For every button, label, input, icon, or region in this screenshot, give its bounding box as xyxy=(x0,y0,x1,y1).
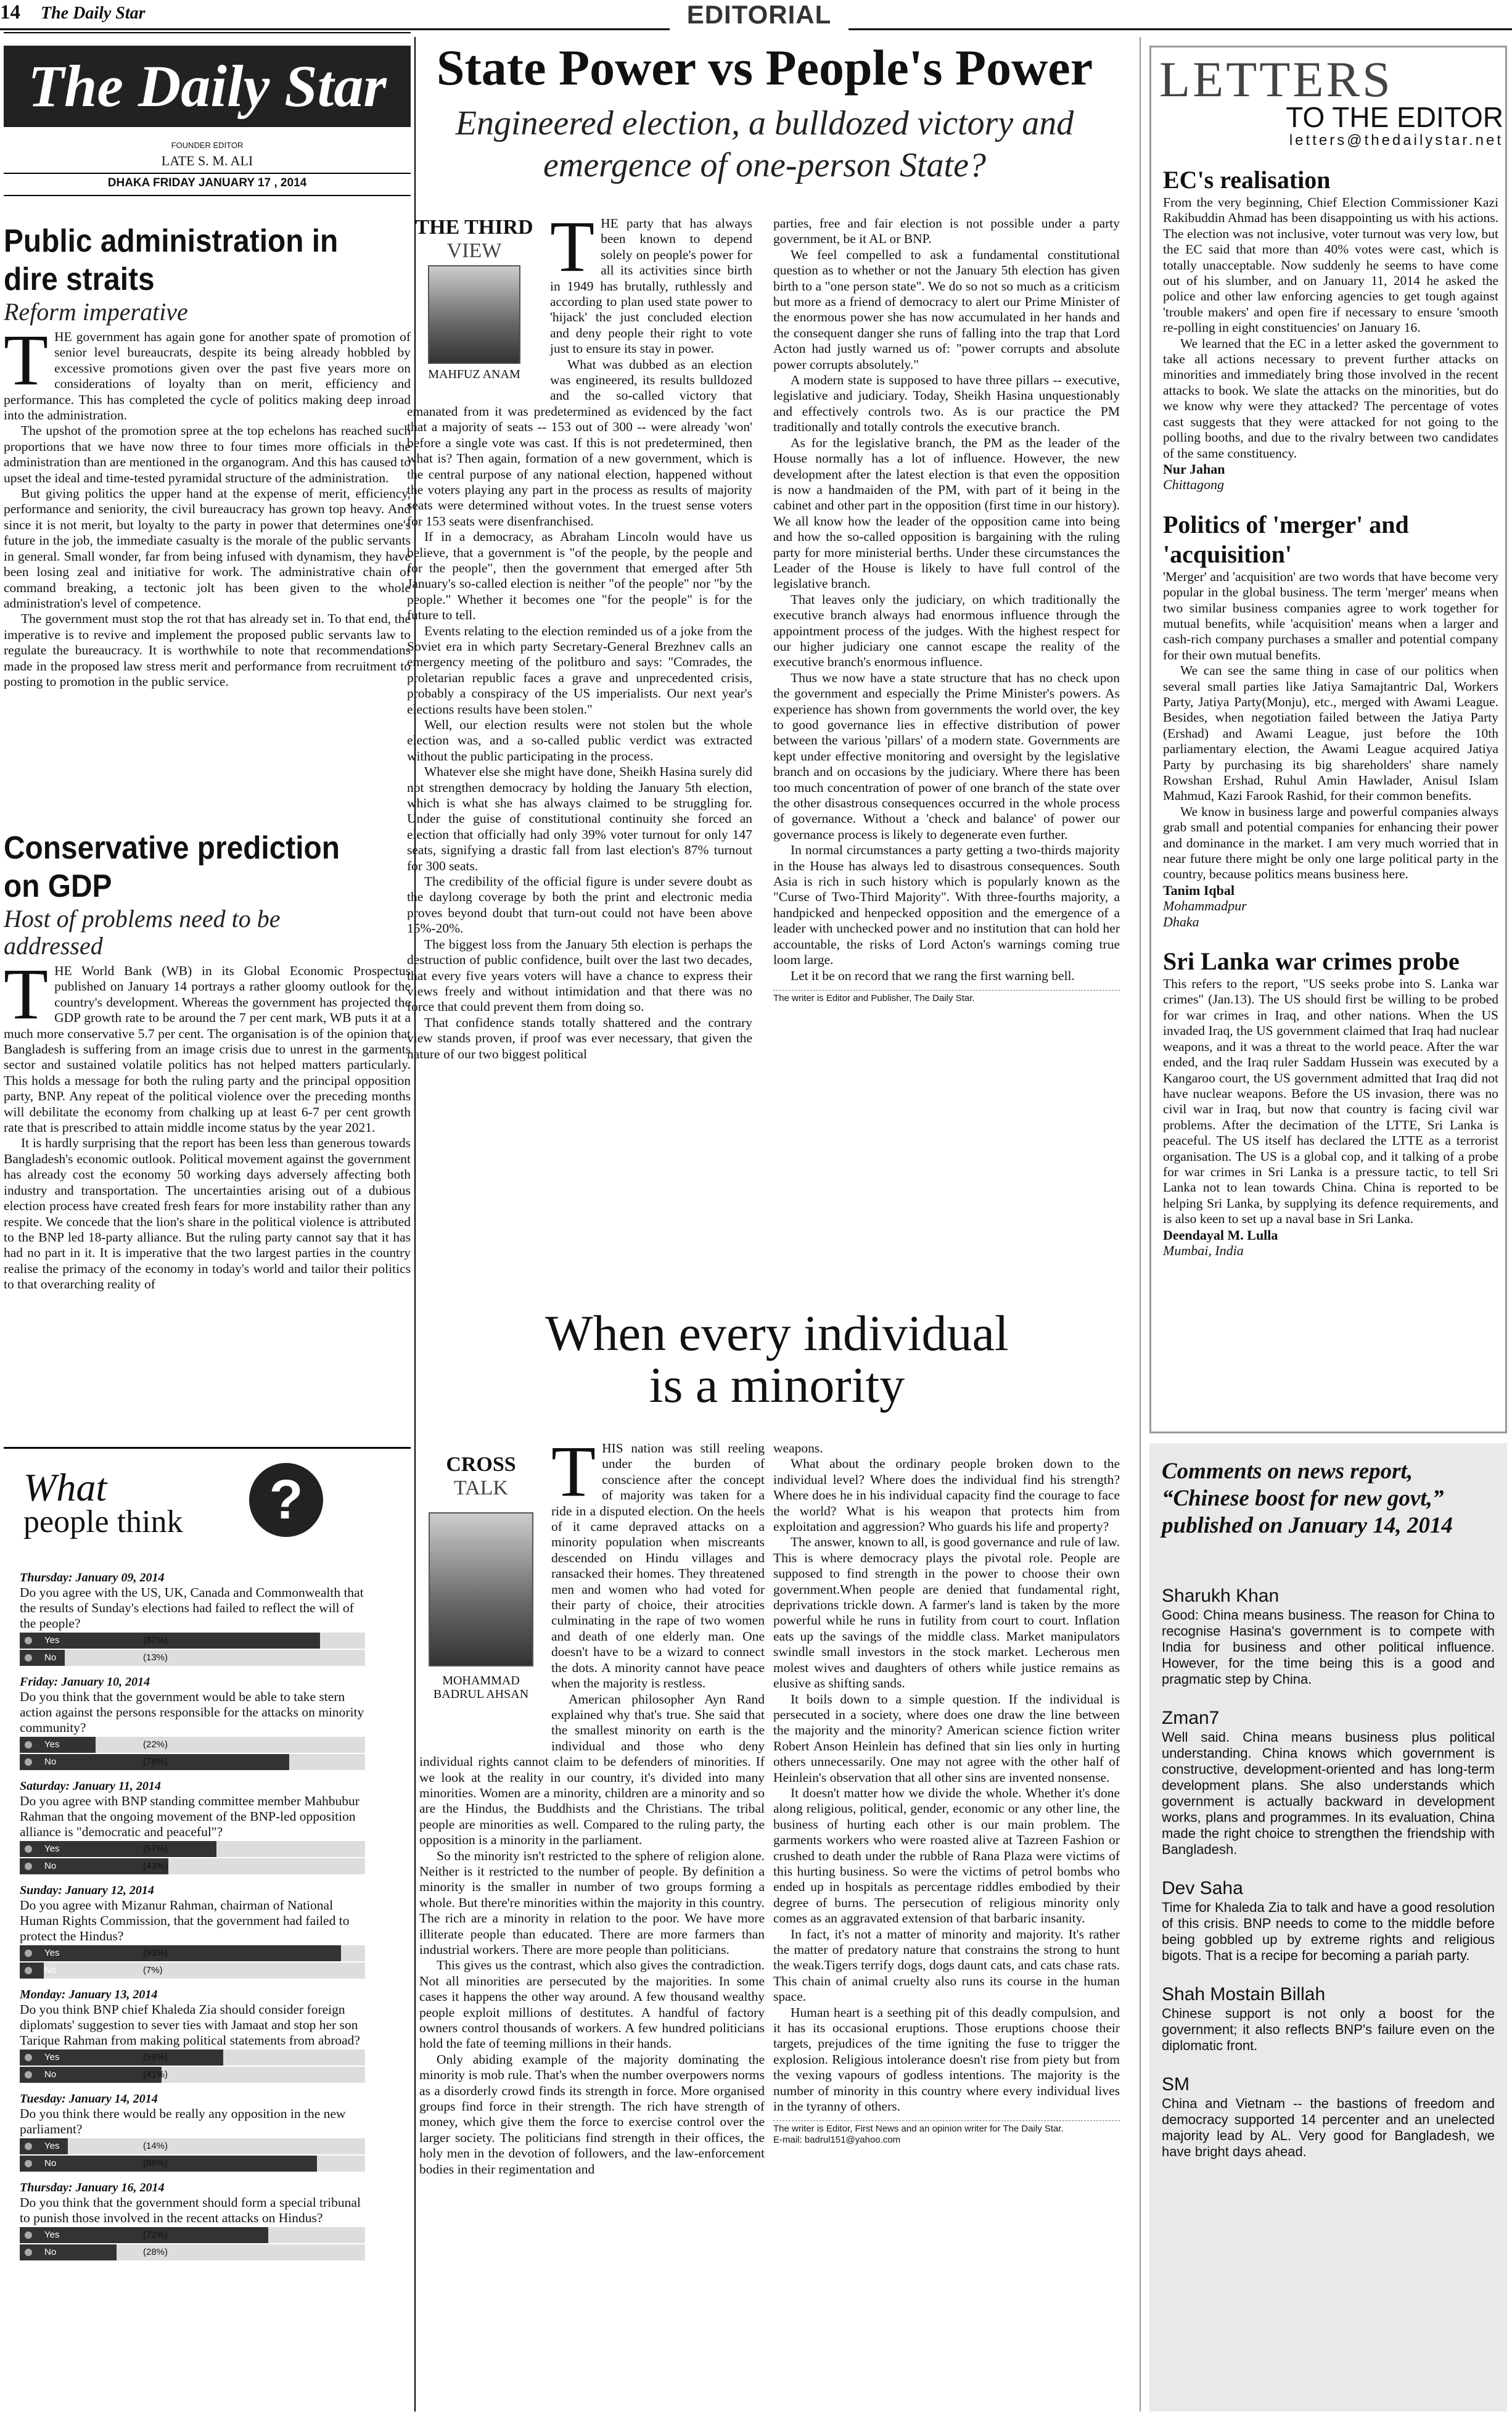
paragraph: It boils down to a simple question. If the individual is persecuted in a society, where does one draw the line between the majority and the minority? American science fiction writer Robert Anson Heinlein has defined that sin lies only in hurting others unnecessarily. One may not agree with the other half of Heinlein's observation that all other sins are invented nonsense. xyxy=(773,1691,1120,1785)
comment-text: Chinese support is not only a boost for the government; it also reflects BNP's failure even on the diplomatic front. xyxy=(1162,2006,1495,2053)
column-name-2: VIEW xyxy=(446,239,502,262)
no-percent: (7%) xyxy=(143,1965,163,1975)
founder-name: LATE S. M. ALI xyxy=(161,153,253,168)
letter-signature: Tanim Iqbal xyxy=(1163,882,1235,898)
author-name-2: BADRUL AHSAN xyxy=(433,1687,529,1701)
bullet-icon xyxy=(25,2143,32,2150)
yes-fill xyxy=(20,1945,341,1961)
bullet-icon xyxy=(25,2249,32,2256)
letter-body xyxy=(1163,976,1498,1258)
paragraph: In fact, it's not a matter of minority and majority. It's rather the matter of predatory nature that constrains the strong to hunt the weak.Tigers terrify dogs, dogs daunt cats, and cats chase rats. This chain of animal cruelty also runs its course in the human space. xyxy=(773,1926,1120,2004)
poll-yes-bar xyxy=(20,2049,365,2066)
author-name-1: MOHAMMAD xyxy=(442,1674,520,1687)
main-body-2 xyxy=(773,216,1120,984)
dropcap: T xyxy=(551,1441,596,1512)
poll-item xyxy=(20,2091,365,2172)
poll-date: Monday: January 13, 2014 xyxy=(20,1988,158,2001)
footnote-line-2: E-mail: badrul151@yahoo.com xyxy=(773,2135,901,2146)
paragraph: From the very beginning, Chief Election Commissioner Kazi Rakibuddin Ahmad has been disappointing us with his actions. The election was not inclusive, voter turnout was very low, but the EC said that more than 40% votes were cast, which is totally unacceptable. Now suddenly he seems to have come out of his slumber, and on January 11, 2014 he asked the police and other law enforcing agencies to get tough against 'trouble makers' and open fire if necessary to ensure 'smooth re-polling in eight constituencies' on January 16. xyxy=(1163,195,1498,336)
main-col-2 xyxy=(773,216,1120,1003)
second-headline-line-1: When every individual xyxy=(545,1305,1009,1361)
commenter-name: SM xyxy=(1162,2074,1189,2095)
dateline-rule-top xyxy=(4,173,411,174)
second-col-1 xyxy=(419,1441,765,2409)
paragraph: This refers to the report, "US seeks probe into S. Lanka war crimes" (Jan.13). The US should first be willing to be probed for war crimes in Iraq, and other nations. When the US invaded Iraq, the US government claimed that Iraq had nuclear weapons, and it was a threat to the world peace. After the war ended, and the Iraq ruler Saddam Hussein was executed by a Kangaroo court, the US government admitted that Iraq did not have nuclear weapons. Before the US invasion, there was no civil war in Iraq, but now that country is facing civil war problems. After the decimation of the LTTE, Sri Lanka is peaceful. The US itself has declared the LTTE as a terrorist organisation. The US is a global cop, and it talking of a probe for war crimes in Sri Lanka is a pressure tactic, to tell Sri Lanka not to lean towards China. China is reported to be helping Sri Lanka, by supplying its defence requirements, and is also keen to set up a naval base in Sri Lanka. xyxy=(1163,976,1498,1227)
left-rule xyxy=(4,32,411,33)
poll-header xyxy=(4,1449,411,1539)
paragraph: Let it be on record that we rang the first warning bell. xyxy=(791,968,1075,983)
editorial-headline: Public administration in dire straits xyxy=(4,223,339,297)
no-percent: (78%) xyxy=(143,1757,168,1767)
bullet-icon xyxy=(25,2160,32,2167)
column-logo-box xyxy=(419,1441,543,1737)
poll-no-bar xyxy=(20,1754,365,1770)
poll-item xyxy=(20,1570,365,1666)
main-headline: State Power vs People's Power xyxy=(436,39,1093,96)
comment-item xyxy=(1162,1707,1495,1858)
yes-fill xyxy=(20,1633,320,1649)
paragraph: The government must stop the rot that has already set in. To that end, the imperative is to revive and implement the proposed public servants law to regulate the bureaucracy. It is worthwhile to note that recommendations made in the proposed law stress merit and performance from recruitment to posting to promotion in the public service. xyxy=(4,611,411,689)
letter-signature: Nur Jahan xyxy=(1163,461,1225,477)
letter-place: Mohammadpur xyxy=(1163,898,1247,914)
letters-title: LETTERS xyxy=(1159,51,1393,107)
second-col-2 xyxy=(773,1441,1120,2409)
column-logo-box xyxy=(407,216,541,395)
paragraph: Events relating to the election reminded us of a joke from the Soviet era in which party Secretary-General Brezhnev calls an emergency meeting of the politburo and says: "Comrades, the proletarian republic faces a grave and unprecedented crisis, probably a conspiracy of the US imperialists. Our next year's elections results have been stolen." xyxy=(407,623,752,717)
paragraph: weapons. xyxy=(773,1441,823,1456)
letter-signature: Deendayal M. Lulla xyxy=(1163,1227,1278,1243)
yes-label: Yes xyxy=(44,1739,60,1750)
main-footnote: The writer is Editor and Publisher, The Daily Star. xyxy=(773,990,1120,1003)
poll-question: Do you agree with BNP standing committee member Mahbubur Rahman that the ongoing movement of the BNP-led opposition alliance is "democratic and peaceful"? xyxy=(20,1794,360,1839)
yes-label: Yes xyxy=(44,2230,60,2240)
poll-no-bar xyxy=(20,1650,365,1666)
column-divider xyxy=(1140,37,1141,2412)
comments-title: Comments on news report, “Chinese boost for new govt,” published on January 14, 2014 xyxy=(1162,1459,1453,1538)
letter-headline: Sri Lanka war crimes probe xyxy=(1163,947,1460,976)
bullet-icon xyxy=(25,1845,32,1853)
dropcap: T xyxy=(550,206,595,287)
dateline: DHAKA FRIDAY JANUARY 17 , 2014 xyxy=(107,176,307,189)
paragraph: We feel compelled to ask a fundamental constitutional question as to whether or not the January 5th election has given birth to a "one person state". We do so not so much as a criticism but more as a friend of democracy to alert our Prime Minister of the enormous power she has now accumulated in her hands and the consequent danger she runs of falling into the trap that Lord Acton had justly warned us of: "power corrupts and absolute power corrupts absolutely." xyxy=(773,247,1120,372)
bullet-icon xyxy=(25,2071,32,2078)
bullet-icon xyxy=(25,2054,32,2061)
paragraph: parties, free and fair election is not possible under a party government, be it AL or BNP. xyxy=(773,216,1120,247)
second-body-2 xyxy=(773,1441,1120,2114)
yes-label: Yes xyxy=(44,1843,60,1854)
paragraph: That leaves only the judiciary, on which traditionally the executive branch always had enormous influence through the appointment process of the judges. With the highest respect for our higher judiciary one cannot escape the reality of the executive branch's enormous influence. xyxy=(773,591,1120,670)
column-name-1: CROSS xyxy=(446,1453,516,1476)
letter-place: Mumbai, India xyxy=(1163,1242,1244,1258)
poll-no-bar xyxy=(20,1858,365,1874)
paragraph: As for the legislative branch, the PM as the leader of the House normally has a lot of influence. However, the new development after the latest election is that even the opposition is now a handmaiden of the PM, with part of it being in the cabinet and other part in the opposition (first time in our history). We all know how the leader of the opposition came into being and how the so-called opposition is bargaining with the ruling party for more ministerial berths. Under these circumstances the Leader of the House is likely to have full control of the legislative branch. xyxy=(773,435,1120,591)
top-bar xyxy=(0,0,1512,27)
author-photo xyxy=(428,265,520,364)
top-rule-right xyxy=(848,28,1512,30)
paragraph: Well, our election results were not stolen but the whole election was, and a so-called public verdict was extracted without the public participating in the process. xyxy=(407,717,752,764)
comment-item xyxy=(1162,1585,1495,1687)
letter-headline: EC's realisation xyxy=(1163,166,1331,194)
poll-no-bar xyxy=(20,2156,365,2172)
paragraph: HE World Bank (WB) in its Global Economic Prospectus published on January 14 portrays a rather gloomy outlook for the country's development. Whereas the government has projected the GDP growth rate to be around the 7 per cent mark, WB puts it at a much more conservative 5.7 per cent. The organisation is of the opinion that Bangladesh is suffering from an image crisis due to unrest in the garments sector and sustained volatile politics has not helped matters particularly. This holds a message for both the ruling party and the principal opposition party, BNP. Any repeat of the political violence over the preceding months will debilitate the economy from chalking up at least 6-7 per cent growth rate that is prescribed to attain middle income status by the year 2021. xyxy=(4,963,411,1135)
letter-body xyxy=(1163,569,1498,929)
poll-items xyxy=(20,1570,365,2269)
poll-question: Do you think that the government should form a special tribunal to punish those involved in the recent attacks on Hindus? xyxy=(20,2195,361,2225)
dateline-rule-bottom xyxy=(4,195,411,196)
letter-sri-lanka xyxy=(1163,947,1498,1258)
dropcap: T xyxy=(4,963,49,1034)
no-percent: (43%) xyxy=(143,1861,168,1871)
commenter-name: Sharukh Khan xyxy=(1162,1586,1280,1606)
poll-no-bar xyxy=(20,2244,365,2260)
letters-email: letters@thedailystar.net xyxy=(1289,132,1503,149)
comment-text: Time for Khaleda Zia to talk and have a good resolution of this crisis. BNP needs to come to the middle before being gobbled up by extreme rights and religious bigots. That is a recipe for becoming a pariah party. xyxy=(1162,1900,1495,1963)
paragraph: It doesn't matter how we divide the whole. Whether it's done along religious, political, gender, economic or any other line, the business of hurting each other is our main problem. The garments workers who were roasted alive at Tazreen Fashion or crushed to death under the rubble of Rana Plaza were victims of this hurting business. So were the victims of petrol bombs who ended up in hospitals as percentage riddles embodied by their degree of burns. The persecution of religious minority only comes as an aggravated extension of that barbaric insanity. xyxy=(773,1785,1120,1926)
founder-label: FOUNDER EDITOR xyxy=(171,141,244,150)
paragraph: It is hardly surprising that the report has been less than generous towards Bangladesh's economic outlook. Political movement against the government has already cost the economy 50 working days adversely affecting both industry and transportation. The uncertainties arising out of a dubious election process have created fresh fears for more instability rather than any respite. We concede that the lion's share in the political violence is attributed to the BNP led 18-party alliance. But the ruling party cannot say that it has had no part in it. It is imperative that the two largest parties in the country realise the primacy of the economy in today's world and tailor their politics to that overarching reality of xyxy=(4,1135,411,1292)
no-percent: (86%) xyxy=(143,2158,168,2169)
yes-percent: (22%) xyxy=(143,1739,168,1750)
comment-item xyxy=(1162,2074,1495,2160)
editorial-headline: Conservative prediction on GDP xyxy=(4,830,340,904)
paragraph: But giving politics the upper hand at the expense of merit, efficiency, performance and seniority, the civil bureaucracy has grown top heavy. And since it is not merit, but loyalty to the party in power that determines one's future in the job, the immediate casualty is the morale of the public servants in general. Small wonder, far from being infused with dynamism, they have been losing zeal and initiative for work. The administrative chain of command breaking, a tectonic jolt has been given to the whole administration's level of competence. xyxy=(4,486,411,611)
letter-body xyxy=(1163,195,1498,493)
editorial-subhead: Host of problems need to be addressed xyxy=(4,905,281,960)
no-percent: (28%) xyxy=(143,2247,168,2257)
poll-date: Friday: January 10, 2014 xyxy=(20,1675,150,1689)
paragraph: Thus we now have a state structure that has no check upon the government and especially the Prime Minister's powers. As experience has shown from governments the world over, the key to good governance lies in effective distribution of power between the various 'pillars' of a modern state. Governments are kept under effective monitoring and oversight by the legislative branch and on occasions by the judiciary. Where there has been too much concentration of power of one branch of the state over the other disastrous consequences occurred in the whole process of governance. Without a 'check and balance' of power our governance process is likely to degenerate even further. xyxy=(773,670,1120,842)
top-rule-left xyxy=(0,28,670,30)
no-fill xyxy=(20,2244,117,2260)
main-subhead: Engineered election, a bulldozed victory and emergence of one-person State? xyxy=(455,104,1074,184)
yes-percent: (57%) xyxy=(143,1843,168,1854)
no-label: No xyxy=(44,1965,57,1975)
letter-headline: Politics of 'merger' and 'acquisition' xyxy=(1163,510,1409,568)
poll-yes-bar xyxy=(20,1841,365,1857)
poll-rule xyxy=(4,1447,411,1449)
paragraph: If in a democracy, as Abraham Lincoln would have us believe, that a government is "of the people, by the people and for the people", then the government that emerged after 5th January's so-called election is neither "of the people" nor "by the people." Whether it becomes one "for the people" is for the future to tell. xyxy=(407,529,752,623)
commenter-name: Zman7 xyxy=(1162,1708,1220,1728)
poll-section xyxy=(4,1449,411,2412)
no-percent: (41%) xyxy=(143,2069,168,2080)
letter-place-city: Dhaka xyxy=(1163,913,1199,929)
poll-question: Do you think that the government would be able to take stern action against the persons responsible for the attacks on minority community? xyxy=(20,1689,364,1735)
commenter-name: Shah Mostain Billah xyxy=(1162,1984,1326,2004)
paragraph: So the minority isn't restricted to the sphere of religion alone. Neither is it restricted to the number of people. By definition a minority is the smaller in number of two groups forming a whole. But there're minorities within the majority in this country. The rich are a minority in relation to the poor. We have more illiterate people than educated. There are more farmers than industrial workers. There are more people than politicians. xyxy=(419,1848,765,1957)
no-fill xyxy=(20,2067,162,2083)
commenter-name: Dev Saha xyxy=(1162,1878,1243,1898)
paragraph: We can see the same thing in case of our politics when several small parties like Jatiya Samajtantric Dal, Workers Party, Jatiya Party(Monju), etc., merged with Awami League. Besides, when negotiation failed between the Jatiya Party (Ershad) and Awami League, just before the 10th parliamentary election, the Awami League acquired Jatiya Party by purchasing its big shareholders' share namely Rowshan Ershad, Ruhul Amin Hawlader, Anisul Islam Mahmud, Kazi Farook Rashid, for their common benefits. xyxy=(1163,663,1498,804)
paragraph: HE government has again gone for another spate of promotion of senior level bureaucrats, despite its being already hobbled by excessive promotions given over the past five years more on considerations of loyalty than on merit, efficiency and performance. This has completed the cycle of politics making deep inroad into the administration. xyxy=(4,329,411,423)
poll-question: Do you agree with Mizanur Rahman, chairman of National Human Rights Commission, that the government had failed to protect the Hindus? xyxy=(20,1898,350,1943)
no-label: No xyxy=(44,2247,57,2257)
poll-title-what: What xyxy=(23,1465,107,1509)
poll-title-rest: people think xyxy=(23,1504,183,1539)
bullet-icon xyxy=(25,1967,32,1974)
comment-text: China and Vietnam -- the bastions of freedom and democracy supported 14 percenter and an unelected majority lead by AL. Very good for Bangladesh, we have bright days ahead. xyxy=(1162,2096,1495,2159)
masthead-small: The Daily Star xyxy=(41,4,146,23)
no-fill xyxy=(20,2156,317,2172)
comment-item xyxy=(1162,1984,1495,2054)
paragraph: A modern state is supposed to have three pillars -- executive, legislative and judiciary. Today, Sheikh Hasina unquestionably and effectively controls two. As is our practice the PM traditionally and totally controls the executive branch. xyxy=(773,373,1120,435)
letter-ec xyxy=(1163,165,1498,493)
paragraph: HIS nation was still reeling under the burden of conscience after the concept of majority was taken for a ride in a disputed election. On the heels of it came depraved attacks on a minority population when miscreants descended on Hindu villages and ransacked their homes. They threatened men and women who had voted for their party of choice, their atrocities culminating in the rape of two women and death of one elderly man. One doesn't have to be a wizard to connect the dots. A minority cannot have peace when the majority is restless. xyxy=(551,1441,765,1691)
paragraph: What was dubbed as an election was engineered, its results bulldozed and the so-called victory that emanated from it was predetermined as evidenced by the fact that a majority of seats -- 153 out of 300 -- were already 'won' before a single vote was cast. If this is not predetermined, then what is? Then again, formation of a new government, which is the central purpose of any national election, happened without the voters playing any part in the process as results of majority seats were determined without votes. In the truest sense voters for 153 seats were disenfranchised. xyxy=(407,356,752,529)
paragraph: The answer, known to all, is good governance and rule of law. This is where democracy plays the pivotal role. People are supposed to find strength in the power to choose their own government.When people are denied that fundamental right, deprivations trickle down. A farmer's land is taken by the more powerful while he runs in futility from court to court. Inflation eats up the savings of the middle class. Market manipulators swindle small investors in the stock market. Lecherous men molest wives and daughters of others while justice remains as elusive as shifting sands. xyxy=(773,1534,1120,1691)
yes-percent: (93%) xyxy=(143,1948,168,1958)
paragraph: In normal circumstances a party getting a two-thirds majority in the House has always led to disastrous consequences. South Asia is rich in such history which is popularly known as the "Curse of Two-Third Majority". With three-fourths majority, a handpicked and henpecked opposition and the emergence of a leader with unchecked power and no institution that can hold her accountable, the risks of Lord Acton's warnings coming true loom large. xyxy=(773,842,1120,968)
bullet-icon xyxy=(25,1654,32,1662)
page-number: 14 xyxy=(0,1,20,23)
letter-merger xyxy=(1163,510,1498,929)
second-headline xyxy=(419,1305,1135,1413)
bullet-icon xyxy=(25,1758,32,1766)
column-name-2: TALK xyxy=(454,1477,508,1499)
editorial-body xyxy=(4,963,411,1383)
paragraph: That confidence stands totally shattered and the contrary view stands proven, if proof was ever necessary, that given the nature of our two biggest political xyxy=(407,1015,752,1061)
poll-item xyxy=(20,1987,365,2083)
poll-question: Do you think there would be really any opposition in the new parliament? xyxy=(20,2106,346,2136)
main-col-1 xyxy=(407,206,752,1320)
comment-text: Well said. China means business plus political understanding. China knows which government is constructive, development-oriented and has long-term development plans. She also understands which government is actually backward in development works, plans and programmes. In its evaluation, China made the right choice to strengthen the friendship with Bangladesh. xyxy=(1162,1729,1495,1857)
yes-percent: (87%) xyxy=(143,1635,168,1646)
poll-yes-bar xyxy=(20,1737,365,1753)
no-label: No xyxy=(44,1652,57,1663)
poll-question: Do you think BNP chief Khaleda Zia should consider foreign diplomats' suggestion to sever ties with Jamaat and stop her son Tarique Rahman from making political statements from abroad? xyxy=(20,2002,360,2048)
poll-date: Sunday: January 12, 2014 xyxy=(20,1884,154,1897)
paragraph: We know in business large and powerful companies always grab small and potential companies for enhancing their power and dominance in the market. I am very much worried that in near future there might be only one large political party in the country, because politics means business here. xyxy=(1163,804,1498,882)
poll-item xyxy=(20,1779,365,1874)
paragraph: The credibility of the official figure is under severe doubt as the daylong coverage by both the print and electronic media proves beyond doubt that turn-out could not have been above 15%-20%. xyxy=(407,874,752,936)
no-label: No xyxy=(44,1757,57,1767)
comment-text: Good: China means business. The reason for China to recognise Hasina's government is to compete with India for business and other political influence. However, for the time being this is a good and pragmatic step by China. xyxy=(1162,1607,1495,1687)
second-footnote xyxy=(773,2120,1120,2146)
author-name: MAHFUZ ANAM xyxy=(428,368,520,381)
comment-item xyxy=(1162,1877,1495,1964)
question-head-icon: ? xyxy=(249,1463,323,1537)
no-percent: (13%) xyxy=(143,1652,168,1663)
masthead-logo: The Daily Star xyxy=(4,46,411,127)
bullet-icon xyxy=(25,1950,32,1957)
poll-no-bar xyxy=(20,1963,365,1979)
comments-box xyxy=(1149,1443,1507,2412)
paragraph: The biggest loss from the January 5th election is perhaps the destruction of public confidence, built over the last two decades, that every five years voters will have a chance to express their views freely and without intimidation and that there was no force that could prevent them from doing so. xyxy=(407,936,752,1015)
editorial-public-administration xyxy=(4,222,411,690)
poll-yes-bar xyxy=(20,2138,365,2154)
poll-yes-bar xyxy=(20,1633,365,1649)
author-photo xyxy=(429,1512,533,1666)
bullet-icon xyxy=(25,2231,32,2239)
dropcap: T xyxy=(4,319,49,400)
poll-item xyxy=(20,1675,365,1770)
poll-yes-bar xyxy=(20,2227,365,2243)
editorial-gdp xyxy=(4,829,411,1383)
comments-list xyxy=(1162,1585,1495,2180)
paragraph: The upshot of the promotion spree at the top echelons has reached such proportions that we have now three to four times more officials in the administration than are mentioned in the organogram. And this has caused to upset the ideal and time-tested pyramidal structure of the administration. xyxy=(4,423,411,485)
second-headline-line-2: is a minority xyxy=(649,1357,905,1413)
bullet-icon xyxy=(25,1741,32,1749)
paragraph: Human heart is a seething pit of this deadly compulsion, and it has its occasional eruptions. Those eruptions choose their targets, prejudices of the time igniting the fuse to trigger the explosion. Religious intolerance doesn't rise from piety but from the vexing vapours of godless intentions. The majority is the number of minority in this country where every individual lives in the tyranny of others. xyxy=(773,2004,1120,2114)
poll-date: Thursday: January 09, 2014 xyxy=(20,1571,165,1584)
yes-label: Yes xyxy=(44,2052,60,2062)
yes-label: Yes xyxy=(44,1635,60,1646)
yes-label: Yes xyxy=(44,1948,60,1958)
paragraph: American philosopher Ayn Rand explained why that's true. She said that the smallest minority on earth is the individual and those who deny individual rights cannot claim to be defenders of minorities. If we look at the reality in our country, it's divided into many minorities. Women are a minority, children are a minority and so are the Hindus, the Buddhists and the Christians. The tribal people are minorities as well. Compared to the ruling party, the opposition is a minority in the parliament. xyxy=(419,1691,765,1848)
yes-percent: (72%) xyxy=(143,2230,168,2240)
paragraph: We learned that the EC in a letter asked the government to take all actions necessary to prevent further attacks on minorities and immediately bring those involved in the recent attacks to book. We slate the attacks on the minorities, but do we know why were they attacked? The percentage of votes cast suggests that they were attacked for not going to the polling booths, and due to the rivalry between two candidates of the same constituency. xyxy=(1163,336,1498,461)
paragraph: 'Merger' and 'acquisition' are two words that have become very popular in the global business. The term 'merger' means when two similar business companies agree to work together for mutual benefits, while 'acquisition' means when a larger and cash-rich company purchases a smaller and potential company for their own mutual benefits. xyxy=(1163,569,1498,662)
paragraph: What about the ordinary people broken down to the individual level? Where does the individual find his strength? Where does he in his individual capacity find the courage to face the world? What is his weapon that protects him from exploitation and aggression? Who guards his life and property? xyxy=(773,1456,1120,1534)
yes-label: Yes xyxy=(44,2141,60,2151)
section-label: EDITORIAL xyxy=(686,0,832,29)
editorial-subhead: Reform imperative xyxy=(4,298,188,326)
poll-date: Saturday: January 11, 2014 xyxy=(20,1779,161,1793)
no-label: No xyxy=(44,2069,57,2080)
letter-place: Chittagong xyxy=(1163,477,1225,493)
bullet-icon xyxy=(25,1863,32,1870)
bullet-icon xyxy=(25,1637,32,1644)
editorial-body xyxy=(4,319,411,690)
paragraph: Only abiding example of the majority dominating the minority is mob rule. That's when the number overpowers norms as a disorderly crowd finds its strength in force. More organised groups find force in their strength. The rich have strength of money, which give them the force to exercise control over the larger society. The politicians find strength in their offices, the holy men in the devotion of followers, and the law-enforcement bodies in their regimentation and xyxy=(419,2051,765,2177)
footnote-line-1: The writer is Editor, First News and an opinion writer for The Daily Star. xyxy=(773,2124,1064,2135)
no-label: No xyxy=(44,1861,57,1871)
poll-date: Thursday: January 16, 2014 xyxy=(20,2181,165,2194)
poll-item xyxy=(20,2180,365,2260)
column-name-1: THE THIRD xyxy=(415,216,533,239)
paragraph: Whatever else she might have done, Sheikh Hasina surely did not strengthen democracy by holding the January 5th election, which is what she has always claimed to be struggling for. Under the guise of constitutional continuity she forced an election that officially had only 39% voter turnout for only 147 seats, signifying a drastic fall from last election's 87% turnout for 300 seats. xyxy=(407,764,752,873)
yes-percent: (14%) xyxy=(143,2141,168,2151)
paragraph: This gives us the contrast, which also gives the contradiction. Not all minorities are persecuted by the majorities. In some cases it happens the other way around. A few thousand wealthy people exploit millions of destitutes. A handful of factory owners control thousands of workers. A few hundred politicians hold the fate of teeming millions in their hands. xyxy=(419,1958,765,2051)
poll-item xyxy=(20,1883,365,1979)
poll-yes-bar xyxy=(20,1945,365,1961)
poll-no-bar xyxy=(20,2067,365,2083)
letters-to-editor: TO THE EDITOR xyxy=(1286,101,1503,133)
paragraph: HE party that has always been known to depend solely on people's power for all its activities since birth in 1949 has brutally, ruthlessly and according to plan used state power to 'hijack' the just concluded election and deny people their right to vote just to ensure its stay in power. xyxy=(550,216,752,356)
no-label: No xyxy=(44,2158,57,2169)
poll-date: Tuesday: January 14, 2014 xyxy=(20,2092,158,2106)
poll-question: Do you agree with the US, UK, Canada and Commonwealth that the results of Sunday's elections had failed to reflect the will of the people? xyxy=(20,1585,364,1631)
letters-list xyxy=(1163,165,1498,1258)
yes-percent: (59%) xyxy=(143,2052,168,2062)
